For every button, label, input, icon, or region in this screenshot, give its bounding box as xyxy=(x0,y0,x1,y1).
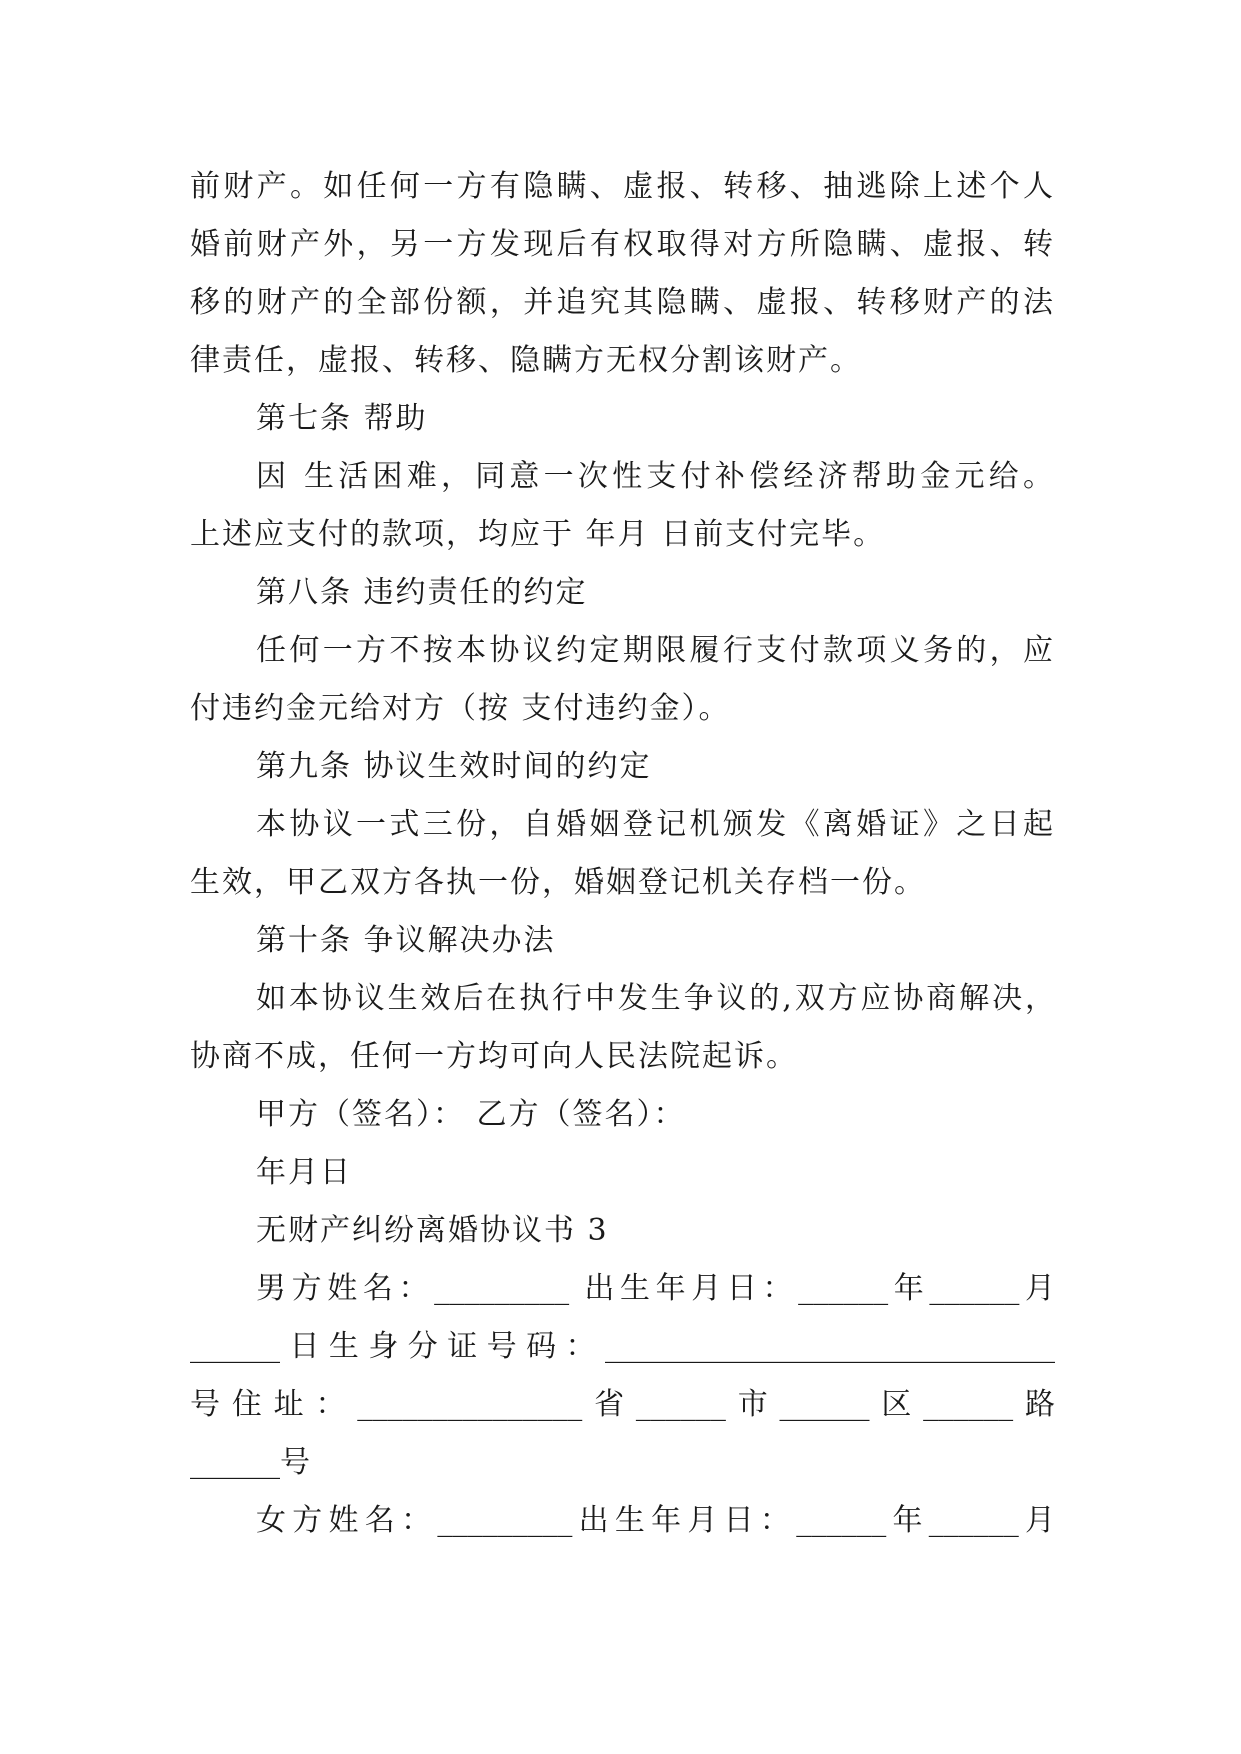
article-10-heading: 第十条 争议解决办法 xyxy=(256,923,556,958)
article-8-heading: 第八条 违约责任的约定 xyxy=(256,575,588,610)
text-line-4: 律责任，虚报、转移、隐瞒方无权分割该财产。 xyxy=(190,343,862,378)
text-line-2: 婚前财产外，另一方发现后有权取得对方所隐瞒、虚报、转 xyxy=(190,227,1055,262)
text-line-6: 因 生活困难，同意一次性支付补偿经济帮助金元给。 xyxy=(256,459,1055,494)
female-name-field: 女方姓名：_________出生年月日：______年______月 xyxy=(256,1503,1055,1538)
male-name-field: 男方姓名：_________ 出生年月日：______年______月 xyxy=(256,1271,1055,1306)
text-line-7: 上述应支付的款项，均应于 年月 日前支付完毕。 xyxy=(190,517,886,552)
male-id-field: ______日生身分证号码：______________________________ xyxy=(190,1329,1055,1364)
section-title: 无财产纠纷离婚协议书 3 xyxy=(256,1213,609,1248)
text-line-15: 如本协议生效后在执行中发生争议的,双方应协商解决， xyxy=(256,981,1055,1016)
text-line-13: 生效，甲乙双方各执一份，婚姻登记机关存档一份。 xyxy=(190,865,926,900)
text-line-16: 协商不成，任何一方均可向人民法院起诉。 xyxy=(190,1039,798,1074)
male-address-number-field: ______号 xyxy=(190,1445,310,1480)
text-line-1: 前财产。如任何一方有隐瞒、虚报、转移、抽逃除上述个人 xyxy=(190,169,1055,204)
document-body xyxy=(190,158,1055,1550)
date-line: 年月日 xyxy=(256,1155,352,1190)
text-line-12: 本协议一式三份，自婚姻登记机颁发《离婚证》之日起 xyxy=(256,807,1055,842)
article-9-heading: 第九条 协议生效时间的约定 xyxy=(256,749,652,784)
text-line-3: 移的财产的全部份额，并追究其隐瞒、虚报、转移财产的法 xyxy=(190,285,1055,320)
article-7-heading: 第七条 帮助 xyxy=(256,401,428,436)
text-line-10: 付违约金元给对方（按 支付违约金）。 xyxy=(190,691,731,726)
male-address-field: 号住址：_______________省______市______区______路 xyxy=(190,1387,1055,1422)
signature-line: 甲方（签名）： 乙方（签名）： xyxy=(256,1097,686,1132)
text-line-9: 任何一方不按本协议约定期限履行支付款项义务的，应 xyxy=(256,633,1055,668)
